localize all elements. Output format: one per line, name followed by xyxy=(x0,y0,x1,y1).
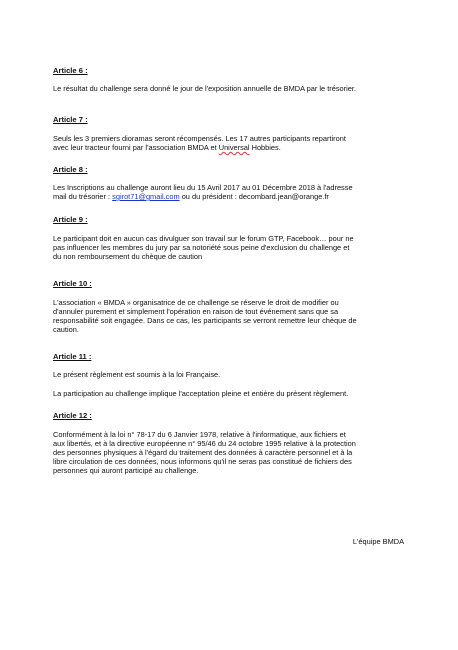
article-12-text-3: des personnes physiques à l'égard du traitement des données à caractère personnel et à la xyxy=(53,448,353,457)
article-8-text-2-end: ou du président : decombard.jean@orange.fr xyxy=(179,192,329,201)
article-12-text-1: Conformément à la loi n° 78-17 du 6 Janvier 1978, relative à l'informatique, aux fichiers et xyxy=(53,430,346,439)
article-6-text: Le résultat du challenge sera donné le jour de l'exposition annuelle de BMDA par le trésorier. xyxy=(53,84,356,93)
article-9-text-2: pas influencer les membres du jury par sa notoriété sous peine d'exclusion du challenge et xyxy=(53,243,350,252)
article-7-text-2-start: avec leur tracteur fourni par l'association BMDA et xyxy=(53,143,219,152)
article-10-heading: Article 10 : xyxy=(53,279,92,288)
article-11-text-1: Le présent règlement est soumis à la loi Française. xyxy=(53,370,221,379)
article-12-text-2: aux libertés, et à la directive européenne n° 95/46 du 24 octobre 1995 relative à la protection xyxy=(53,439,356,448)
article-10-text-2: d'annuler purement et simplement l'opération en raison de tout événement sans que sa xyxy=(53,307,339,316)
article-7-text-2-end: Hobbies. xyxy=(249,143,281,152)
article-10-text-1: L'association « BMDA » organisatrice de ce challenge se réserve le droit de modifier ou xyxy=(53,298,339,307)
article-6-heading: Article 6 : xyxy=(53,66,88,75)
article-8-text-2 xyxy=(53,192,329,201)
article-11-heading: Article 11 : xyxy=(53,352,92,361)
article-7-text-2 xyxy=(53,143,281,152)
article-8-heading: Article 8 : xyxy=(53,165,88,174)
treasurer-email-link[interactable]: sgirot71@gmail.com xyxy=(112,192,180,201)
signature: L'équipe BMDA xyxy=(352,537,404,546)
article-9-heading: Article 9 : xyxy=(53,215,88,224)
article-8-text-1: Les Inscriptions au challenge auront lieu du 15 Avril 2017 au 01 Décembre 2018 à l'adresse xyxy=(53,183,353,192)
article-12-text-5: personnes qui auront participé au challenge. xyxy=(53,466,199,475)
article-12-text-4: libre circulation de ces données, nous informons qu'il ne seras pas constitué de fichiers des xyxy=(53,457,352,466)
article-11-text-2: La participation au challenge implique l'acceptation pleine et entière du présent règlement. xyxy=(53,389,349,398)
article-10-text-3: responsabilité soit engagée. Dans ce cas, les participants se verront remettre leur chèque de xyxy=(53,316,357,325)
article-9-text-1: Le participant doit en aucun cas divulguer son travail sur le forum GTP, Facebook… pour ne xyxy=(53,234,354,243)
article-7-heading: Article 7 : xyxy=(53,115,88,124)
article-10-text-4: caution. xyxy=(53,325,79,334)
spellcheck-flagged-word: Universal xyxy=(218,143,250,152)
article-12-heading: Article 12 : xyxy=(53,411,92,420)
article-8-text-2-start: mail du trésorier : xyxy=(53,192,113,201)
article-7-text-1: Seuls les 3 premiers dioramas seront récompensés. Les 17 autres participants repartiront xyxy=(53,134,346,143)
article-9-text-3: du non remboursement du chèque de caution xyxy=(53,252,203,261)
